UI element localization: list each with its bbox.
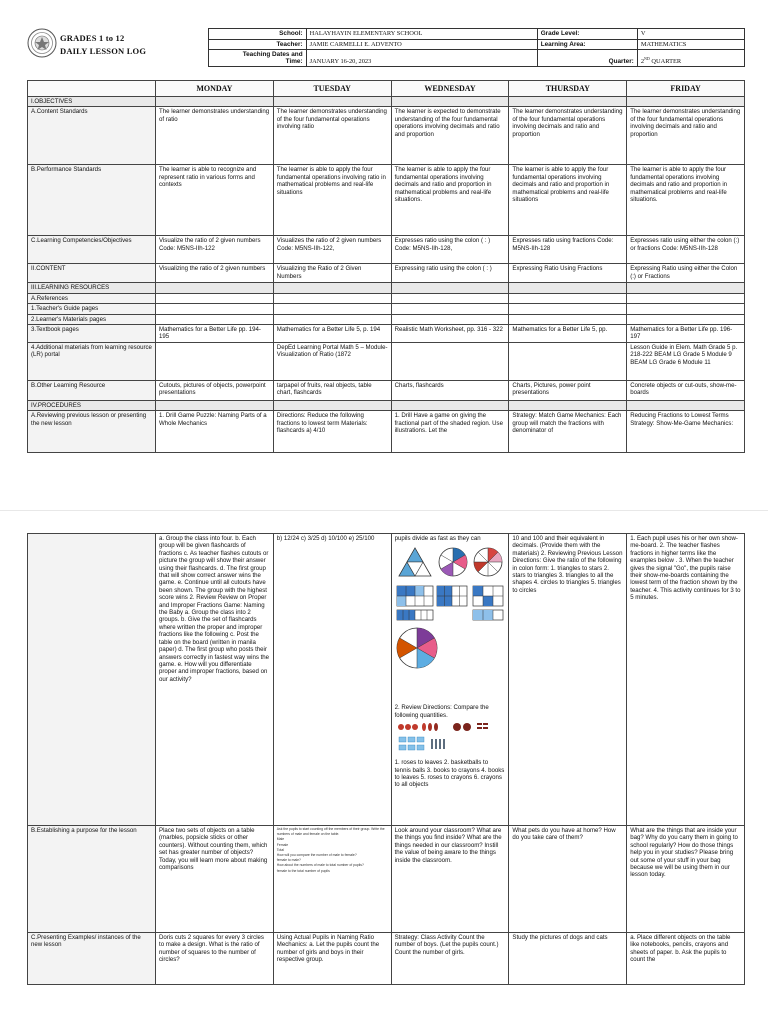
tiny-line: How about the numbers of male to total number of pupils? — [276, 863, 364, 868]
log-line: DAILY LESSON LOG — [60, 46, 147, 56]
friday-cell: The learner demonstrates understanding of the four fundamental operations involving decimals and ratio and proportion — [627, 107, 745, 165]
quarter-ordinal: ND — [644, 55, 650, 61]
tiny-line: Female — [276, 842, 289, 847]
log-row — [28, 314, 745, 324]
presenting-examples-row — [28, 933, 745, 985]
wednesday-cell — [391, 304, 509, 314]
tuesday-cell: b) 12/24 c) 3/25 d) 10/100 e) 25/100 — [273, 534, 391, 826]
dates-label — [209, 50, 307, 67]
lesson-log-table-continued — [27, 533, 745, 985]
small-pie-figure-icon — [439, 548, 467, 576]
monday-cell: The learner demonstrates understanding of ratio — [156, 107, 274, 165]
tuesday-cell — [273, 283, 391, 293]
day-header-monday: MONDAY — [156, 81, 274, 97]
tuesday-cell: Visualizes the ratio of 2 given numbers Code: M5NS-IIh-122, — [273, 236, 391, 264]
thursday-cell: Mathematics for a Better Life 5, pp. — [509, 325, 627, 343]
monday-cell: Visualize the ratio of 2 given numbers Code: M5NS-IIh-122 — [156, 236, 274, 264]
wednesday-cell — [391, 314, 509, 324]
grid-figure-icon — [437, 586, 467, 606]
row-label: A.Content Standards — [28, 107, 156, 165]
friday-cell — [627, 304, 745, 314]
thursday-cell: Expresses ratio using fractions Code: M5NS-IIh-128 — [509, 236, 627, 264]
roses-icon — [398, 724, 418, 730]
fraction-illustrations-figure — [395, 544, 507, 702]
triangle-figure-icon — [399, 548, 431, 576]
thursday-cell: Strategy: Match Game Mechanics: Each group will match the fractions with denominator of — [509, 411, 627, 453]
monday-cell — [156, 304, 274, 314]
monday-cell: Place two sets of objects on a table (marbles, popsicle sticks or other counters). Without counting them, which set has greater number of objects? Today, you will learn more about making comparisons — [156, 826, 274, 933]
row-label: B.Performance Standards — [28, 165, 156, 236]
continued-row — [28, 534, 745, 826]
friday-cell: What are the things that are inside your bag? Why do you carry them in going to school regularly? How do those things help you in your studies? Please bring out some of your stuff in your bag because we will be using them in our lesson today. — [627, 826, 745, 933]
thursday-cell — [509, 401, 627, 411]
monday-cell: Cutouts, pictures of objects, powerpoint presentations — [156, 381, 274, 401]
monday-cell: a. Group the class into four. b. Each group will be given flashcards of fractions c. As teacher flashes cutouts or picture the group will show their answer using their flashcards. d. The first group that will show correct answer wins the game. e. Continue until all cutouts have been shown. The group with the highest score wins 2. Review Review on Proper and Improper Fractions Game: Naming the Baby a. Group the class into 2 groups. b. Give the set of flashcards where written the proper and improper fractions like the following c. Post the table on the board (written in manila paper) d. The first group who posts their answers correctly in fastest way wins the game. e. How will you differentiate proper and improper fractions, based on our activity? — [156, 534, 274, 826]
header — [27, 28, 745, 70]
friday-cell — [627, 314, 745, 324]
dates-label-line-1: Teaching Dates and — [242, 50, 303, 58]
row-label: I.OBJECTIVES — [28, 97, 156, 107]
wednesday-cell: Charts, flashcards — [391, 381, 509, 401]
school-value: HALAYHAYIN ELEMENTARY SCHOOL — [306, 29, 537, 40]
monday-cell: Doris cuts 2 squares for every 3 circles to make a design. What is the ratio of number of squares to the number of circles? — [156, 933, 274, 985]
thursday-cell — [509, 304, 627, 314]
log-row — [28, 283, 745, 293]
monday-cell — [156, 293, 274, 303]
day-header-wednesday: WEDNESDAY — [391, 81, 509, 97]
monday-cell: The learner is able to recognize and represent ratio in various forms and contexts — [156, 165, 274, 236]
deped-seal-icon — [27, 28, 57, 58]
large-pie-figure-icon — [397, 628, 437, 668]
monday-cell — [156, 343, 274, 381]
dates-label-line-2: Time: — [285, 58, 303, 65]
tiny-line: Total — [276, 847, 284, 852]
row-label — [28, 534, 156, 826]
quarter-word: QUARTER — [649, 58, 682, 65]
friday-cell — [627, 283, 745, 293]
wednesday-cell — [391, 97, 509, 107]
thursday-cell: What pets do you have at home? How do you take care of them? — [509, 826, 627, 933]
grid-figure-icon — [473, 610, 503, 620]
comparison-objects-figure — [395, 721, 507, 757]
tuesday-cell — [273, 304, 391, 314]
tuesday-cell: The learner demonstrates understanding of the four fundamental operations involving ratio — [273, 107, 391, 165]
log-title — [60, 32, 146, 58]
page-one — [0, 0, 768, 497]
tuesday-cell: The learner is able to apply the four fundamental operations involving ratio in mathematical problems and real-life situations — [273, 165, 391, 236]
wednesday-review-text: 2. Review Directions: Compare the following quantities. — [394, 704, 489, 719]
log-row — [28, 107, 745, 165]
teacher-label: Teacher: — [209, 39, 307, 50]
wednesday-cell — [391, 283, 509, 293]
row-label: III.LEARNING RESOURCES — [28, 283, 156, 293]
tuesday-cell: DepEd Learning Portal Math 5 – Module- Visualization of Ratio (1872 — [273, 343, 391, 381]
grade-value: V — [637, 29, 744, 40]
wednesday-cell — [391, 534, 509, 826]
lesson-log-body — [28, 81, 745, 453]
wednesday-cell — [391, 401, 509, 411]
wednesday-cell: The learner is expected to demonstrate understanding of the four fundamental operations involving decimals and ratio and proportion — [391, 107, 509, 165]
monday-cell — [156, 97, 274, 107]
friday-cell — [627, 401, 745, 411]
thursday-cell: Expressing Ratio Using Fractions — [509, 264, 627, 283]
establishing-purpose-row — [28, 826, 745, 933]
log-row — [28, 264, 745, 283]
tiny-line: Ask the pupils to start counting off the members of their group. Write the numbers of male and female on the table. — [276, 827, 385, 837]
friday-cell: Mathematics for a Better Life pp. 196-197 — [627, 325, 745, 343]
grid-figure-icon — [397, 610, 433, 620]
log-row — [28, 411, 745, 453]
friday-cell: Reducing Fractions to Lowest Terms Strategy: Show-Me-Game Mechanics: — [627, 411, 745, 453]
tennis-balls-icon — [477, 723, 488, 729]
friday-cell: Lesson Guide in Elem. Math Grade 5 p. 218-222 BEAM LG Grade 5 Module 9 BEAM LG Grade 6 Module 11 — [627, 343, 745, 381]
log-row — [28, 293, 745, 303]
row-label: B.Establishing a purpose for the lesson — [28, 826, 156, 933]
quarter-label: Quarter: — [537, 50, 637, 67]
tuesday-cell: Using Actual Pupils in Naming Ratio Mechanics: a. Let the pupils count the number of girls and boys in their respective group. — [273, 933, 391, 985]
row-label: B.Other Learning Resource — [28, 381, 156, 401]
thursday-cell — [509, 343, 627, 381]
thursday-cell — [509, 293, 627, 303]
row-label: 1.Teacher's Guide pages — [28, 304, 156, 314]
wednesday-top-text: pupils divide as fast as they can — [394, 535, 481, 542]
quarter-value — [637, 50, 744, 67]
quarter-number: 2 — [640, 58, 645, 65]
row-label: 2.Learner's Materials pages — [28, 314, 156, 324]
log-row — [28, 97, 745, 107]
wednesday-cell: Expresses ratio using the colon ( : ) Code: M5NS-IIh-128, — [391, 236, 509, 264]
thursday-cell: The learner is able to apply the four fundamental operations involving decimals and ratio and proportion in mathematical problems and real-life situations — [509, 165, 627, 236]
row-label: A.References — [28, 293, 156, 303]
friday-cell: Expressing Ratio using either the Colon (:) or Fractions — [627, 264, 745, 283]
eighths-pie-figure-icon — [474, 548, 502, 576]
row-label: II.CONTENT — [28, 264, 156, 283]
tuesday-cell: Visualizing the Ratio of 2 Given Numbers — [273, 264, 391, 283]
monday-cell: 1. Drill Game Puzzle: Naming Parts of a Whole Mechanics — [156, 411, 274, 453]
wednesday-cell: Look around your classroom? What are the things you find inside? What are the things needed in our classroom? Instill the value of being aware to the things inside the classroom. — [391, 826, 509, 933]
thursday-cell: Study the pictures of dogs and cats — [509, 933, 627, 985]
tuesday-cell: Directions: Reduce the following fractions to lowest term Materials: flashcards a) 4/10 — [273, 411, 391, 453]
row-label: A.Reviewing previous lesson or presenting the new lesson — [28, 411, 156, 453]
tuesday-cell — [273, 401, 391, 411]
friday-cell: Concrete objects or cut-outs, show-me- boards — [627, 381, 745, 401]
day-header-tuesday: TUESDAY — [273, 81, 391, 97]
wednesday-cell: Realistic Math Worksheet, pp. 316 - 322 — [391, 325, 509, 343]
wednesday-cell — [391, 293, 509, 303]
row-label: 3.Textbook pages — [28, 325, 156, 343]
grid-figure-icon — [397, 586, 433, 606]
friday-cell — [627, 97, 745, 107]
log-row — [28, 236, 745, 264]
tiny-line: female to the total number of pupils — [276, 868, 330, 873]
log-row — [28, 304, 745, 314]
thursday-cell — [509, 314, 627, 324]
friday-cell: a. Place different objects on the table like notebooks, pencils, crayons and sheets of paper. b. Ask the pupils to count the — [627, 933, 745, 985]
wednesday-list-text: 1. roses to leaves 2. basketballs to tennis balls 3. books to crayons 4. books to leaves 5. roses to crayons 6. crayons to all objects — [394, 759, 505, 789]
wednesday-cell: Strategy: Class Activity Count the number of boys. (Let the pupils count.) Count the number of girls. — [391, 933, 509, 985]
log-row — [28, 343, 745, 381]
day-header-thursday: THURSDAY — [509, 81, 627, 97]
tuesday-cell: Mathematics for a Better Life 5, p. 194 — [273, 325, 391, 343]
log-row — [28, 325, 745, 343]
day-header-row — [28, 81, 745, 97]
grade-label: Grade Level: — [537, 29, 637, 40]
row-label: IV.PROCEDURES — [28, 401, 156, 411]
grid-figure-icon — [473, 586, 503, 606]
wednesday-cell: 1. Drill Have a game on giving the fractional part of the shaded region. Use illustrations. Let the — [391, 411, 509, 453]
tuesday-cell — [273, 97, 391, 107]
wednesday-cell — [391, 343, 509, 381]
thursday-cell: The learner demonstrates understanding of the four fundamental operations involving decimals and ratio and proportion — [509, 107, 627, 165]
thursday-cell: 10 and 100 and their equivalent in decimals. (Provide them with the materials) 2. Reviewing Previous Lesson Directions: Give the ratio of the following in colon form: 1. triangles to stars 2. stars to triangles 3. triangles to all the shapes 4. circles to triangles 5. triangles to circles — [509, 534, 627, 826]
tuesday-cell — [273, 314, 391, 324]
tuesday-cell — [273, 293, 391, 303]
monday-cell — [156, 283, 274, 293]
leaves-icon — [422, 723, 438, 731]
monday-cell: Visualizing the ratio of 2 given numbers — [156, 264, 274, 283]
row-label: C.Presenting Examples/ instances of the new lesson — [28, 933, 156, 985]
area-label: Learning Area: — [537, 39, 637, 50]
tuesday-cell: tarpapel of fruits, real objects, table chart, flashcards — [273, 381, 391, 401]
friday-cell: 1. Each pupil uses his or her own show-me-board. 2. The teacher flashes fractions in higher terms like the examples below . 3. When the teacher gives the signal "Go", the pupils raise their show-me-boards containing the lowest term of the fraction shown by the teacher. 4. This activity continues for 3 to 5 minutes. — [627, 534, 745, 826]
log-row — [28, 401, 745, 411]
tiny-line: How will you compare the number of male to female? — [276, 853, 357, 858]
log-row — [28, 165, 745, 236]
page-two — [0, 510, 768, 1025]
row-label: 4.Additional materials from learning resource (LR) portal — [28, 343, 156, 381]
row-label: C.Learning Competencies/Objectives — [28, 236, 156, 264]
friday-cell — [627, 293, 745, 303]
info-table — [208, 28, 745, 67]
thursday-cell: Charts, Pictures, power point presentations — [509, 381, 627, 401]
monday-cell — [156, 401, 274, 411]
books-icon — [399, 737, 424, 750]
crayons-icon — [431, 739, 445, 749]
tiny-line: Male — [276, 837, 285, 842]
basketballs-icon — [453, 723, 471, 731]
area-value: MATHEMATICS — [637, 39, 744, 50]
friday-cell: Expresses ratio using either the colon (:) or fractions Code: M5NS-IIh-128 — [627, 236, 745, 264]
log-row — [28, 381, 745, 401]
monday-cell — [156, 314, 274, 324]
monday-cell: Mathematics for a Better Life pp. 194-195 — [156, 325, 274, 343]
wednesday-cell: Expressing ratio using the colon ( : ) — [391, 264, 509, 283]
corner-cell — [28, 81, 156, 97]
thursday-cell — [509, 97, 627, 107]
school-label: School: — [209, 29, 307, 40]
friday-cell: The learner is able to apply the four fundamental operations involving decimals and ratio and proportion in mathematical problems and real-life situations. — [627, 165, 745, 236]
tiny-line: female to male? — [276, 858, 301, 863]
dates-value: JANUARY 16-20, 2023 — [306, 50, 537, 67]
wednesday-cell: The learner is able to apply the four fundamental operations involving decimals and ratio and proportion in mathematical problems and real-life situations. — [391, 165, 509, 236]
teacher-value: JAMIE CARMELLI E. ADVENTO — [306, 39, 537, 50]
grades-line: GRADES 1 to 12 — [60, 33, 125, 43]
tuesday-cell — [273, 826, 391, 933]
lesson-log-table — [27, 80, 745, 453]
thursday-cell — [509, 283, 627, 293]
day-header-friday: FRIDAY — [627, 81, 745, 97]
